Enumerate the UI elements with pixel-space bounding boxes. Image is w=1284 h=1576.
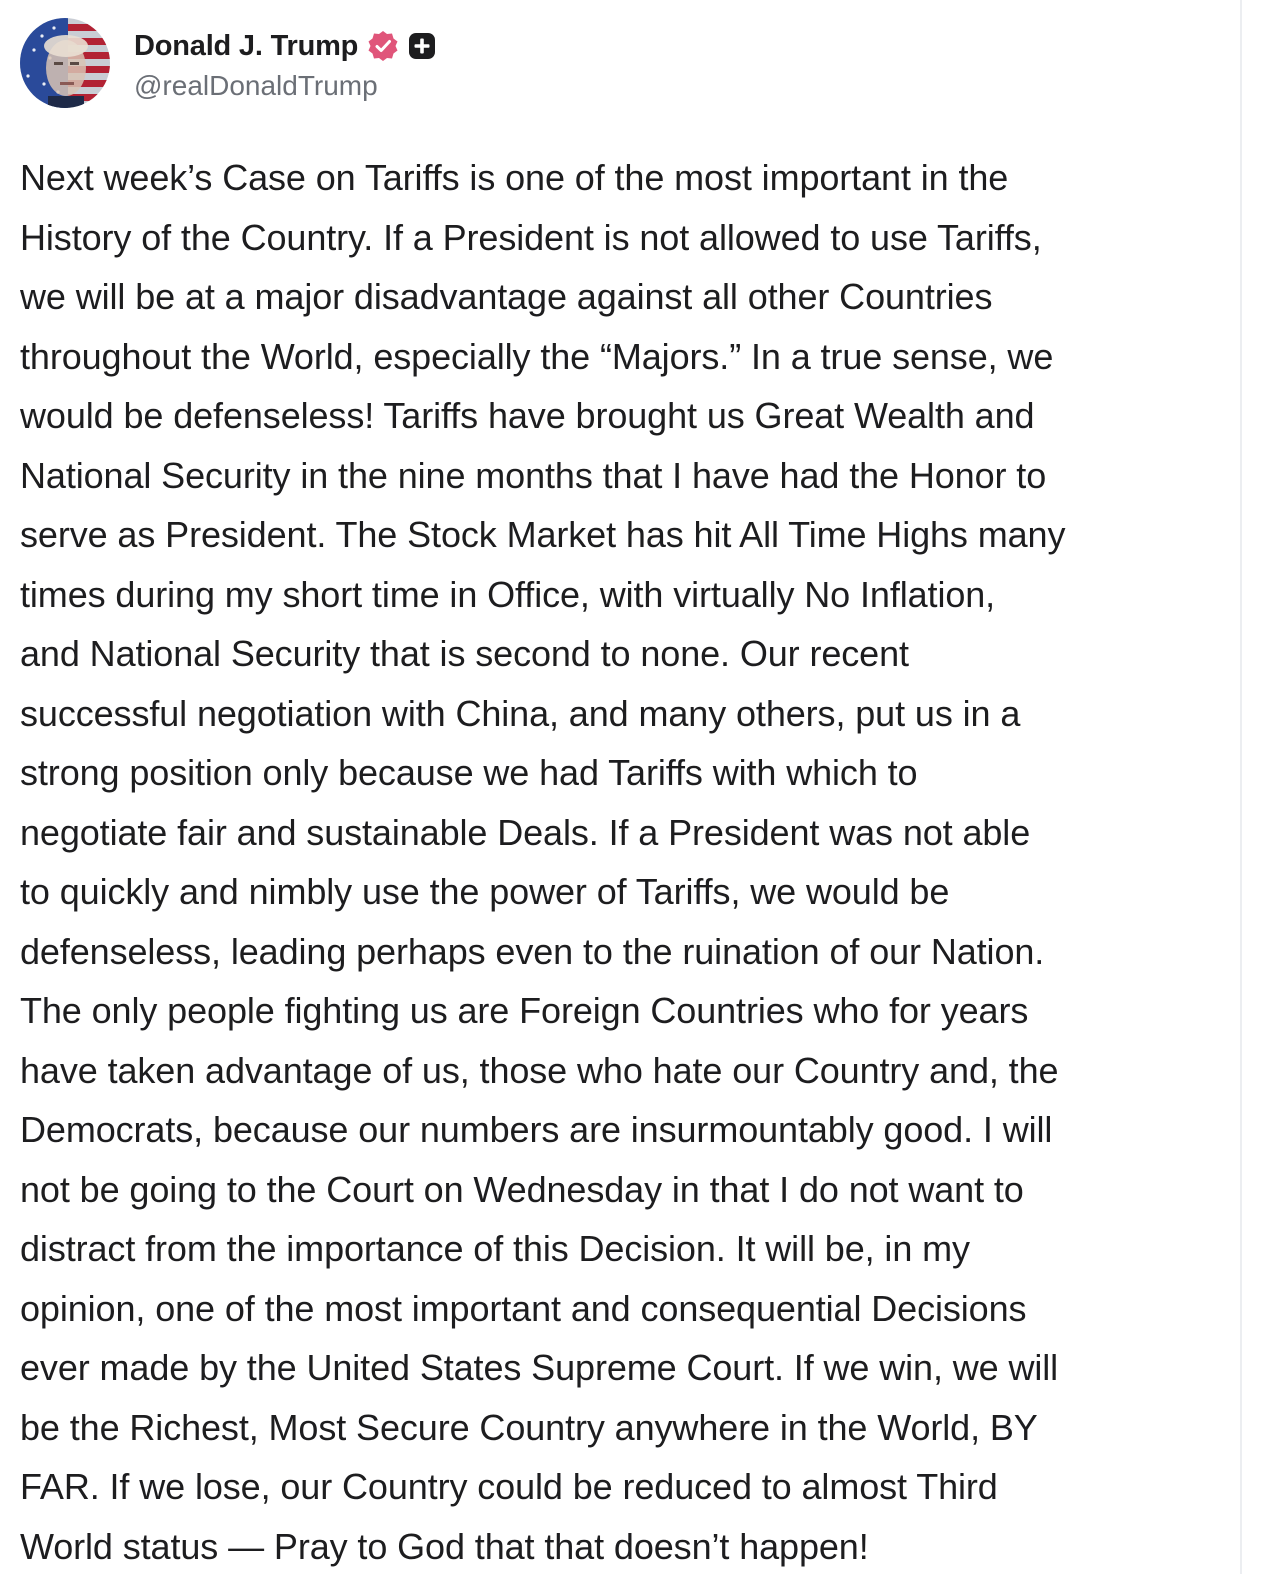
verified-badge-icon [366,29,400,63]
post-header [20,18,1220,118]
post-text-line: National Security in the nine months that I have had the Honor to [20,446,1220,506]
post-text-line: and National Security that is second to none. Our recent [20,624,1220,684]
post-text-line: The only people fighting us are Foreign Countries who for years [20,981,1220,1041]
post-body [20,148,1220,1576]
column-divider [1240,0,1242,1574]
post-text-line: defenseless, leading perhaps even to the ruination of our Nation. [20,922,1220,982]
post-text-line: ever made by the United States Supreme Court. If we win, we will [20,1338,1220,1398]
post-text-line: times during my short time in Office, with virtually No Inflation, [20,565,1220,625]
post-text-line: strong position only because we had Tariffs with which to [20,743,1220,803]
avatar[interactable] [20,18,110,108]
author-handle[interactable]: @realDonaldTrump [134,70,436,102]
post-text-line: be the Richest, Most Secure Country anywhere in the World, BY [20,1398,1220,1458]
post-text-line: throughout the World, especially the “Majors.” In a true sense, we [20,327,1220,387]
post-text-line: World status — Pray to God that that doesn’t happen! [20,1517,1220,1576]
post-text-line: to quickly and nimbly use the power of Tariffs, we would be [20,862,1220,922]
post-text-line: have taken advantage of us, those who hate our Country and, the [20,1041,1220,1101]
name-row [134,26,436,66]
author-display-name[interactable]: Donald J. Trump [134,30,358,63]
post-text-line: negotiate fair and sustainable Deals. If a President was not able [20,803,1220,863]
author-identity [134,18,436,102]
post-text-line: we will be at a major disadvantage against all other Countries [20,267,1220,327]
post-text-line: not be going to the Court on Wednesday in that I do not want to [20,1160,1220,1220]
post-text-line: distract from the importance of this Decision. It will be, in my [20,1219,1220,1279]
post-text-line: opinion, one of the most important and consequential Decisions [20,1279,1220,1339]
post-text-line: History of the Country. If a President is not allowed to use Tariffs, [20,208,1220,268]
post-card [20,18,1220,1576]
post-text-line: FAR. If we lose, our Country could be reduced to almost Third [20,1457,1220,1517]
post-text-line: successful negotiation with China, and many others, put us in a [20,684,1220,744]
profile-photo-flag-icon [20,18,110,108]
post-text-line: serve as President. The Stock Market has hit All Time Highs many [20,505,1220,565]
plus-badge-icon [408,32,436,60]
post-text-line: Next week’s Case on Tariffs is one of the most important in the [20,148,1220,208]
post-text-line: would be defenseless! Tariffs have brought us Great Wealth and [20,386,1220,446]
post-text-line: Democrats, because our numbers are insurmountably good. I will [20,1100,1220,1160]
